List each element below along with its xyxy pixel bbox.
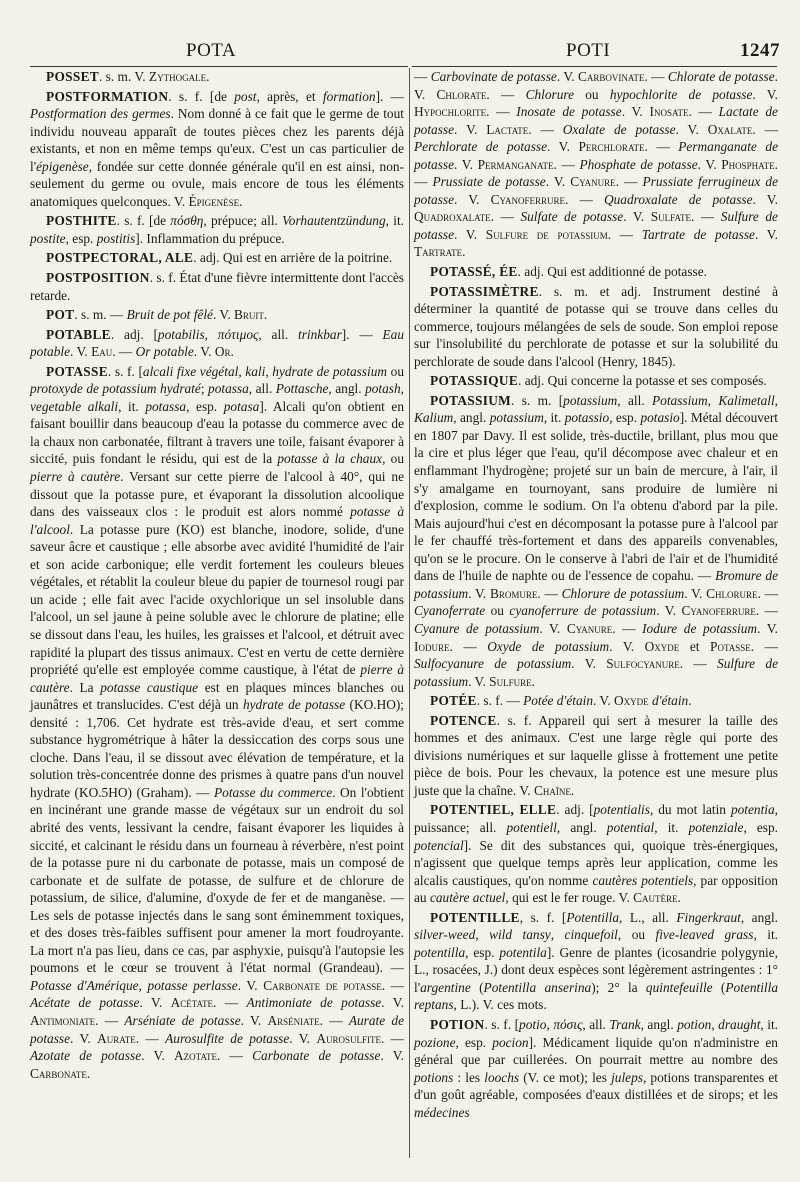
running-head-left: POTA <box>186 40 237 61</box>
entry-body: . s. f. [de post, après, et formation]. — Postformation des germes. Nom donné à ce fait que le germe de tout individu nouveau apparaît de toutes pièces chez les parents déjà existants, et non en même temps qu'eux. C'est un cas particulier de l'épigenèse, fondée sur cette donnée générale qu'il en est ainsi, non-seulement du germe ou ovule, mais encore de tous les éléments anatomiques quelconques. V. Épigenèse. <box>30 88 405 209</box>
dictionary-entry <box>414 372 778 390</box>
dictionary-entry <box>30 212 404 247</box>
entry-body: . adj. Qui est additionné de potasse. <box>517 264 707 280</box>
entry-headword: POTABLE <box>46 326 111 342</box>
dictionary-entry <box>30 249 404 267</box>
entry-headword: POSTHITE <box>46 213 117 229</box>
running-head-right: POTI <box>566 40 611 61</box>
entry-body: , s. f. [Potentilla, L., all. Fingerkraut, angl. silver-weed, wild tansy, cinquefoil, ou five-leaved grass, it. potentilla, esp. potentila]. Genre de plantes (icosandrie polygynie, L., rosacées, J.) dont deux espèces sont légèrement astringentes : 1° l'argentine (Potentilla anserina); 2° la quintefeuille (Potentilla reptans, L.). V. ces mots. <box>414 909 779 1013</box>
dictionary-entry <box>414 283 778 371</box>
entry-body: . s. f. État d'une fièvre intermittente dont l'accès retarde. <box>30 270 404 303</box>
entry-continuation <box>414 68 778 261</box>
dictionary-entry <box>414 909 778 1014</box>
header-rule-right <box>412 66 777 67</box>
dictionary-entry <box>30 269 404 304</box>
entry-headword: POTENTILLE <box>430 909 520 925</box>
dictionary-entry <box>30 88 404 211</box>
entry-headword: POTASSÉ, ÉE <box>430 264 518 280</box>
entry-body: . s. m. V. Zythogale. <box>98 69 210 84</box>
entry-headword: POTENTIEL, ELLE <box>430 802 557 818</box>
entry-body: . s. m. [potassium, all. Potassium, Kalimetall, Kalium, angl. potassium, it. potassio, esp. potasio]. Métal découvert en 1807 par Davy. Il est solide, très-ductile, brillant, plus mou que la cire et plus léger que l'eau, qu'il décompose avec chaleur et en enflammant l'hydrogène; projeté sur un bain de mercure, à l'air, il s'y amalgame en tournoyant, sans produire de lumière ni d'explosion, comme le sodium. On l'a obtenu d'abord par la pile. Mais aujourd'hui c'est en décomposant la potasse pure à l'alcool par le fer chauffé très-fortement et dans des appareils convenables, qu'on se le procure. On le conserve à l'abri de l'air et de l'humidité dans de l'huile de naphte ou de l'essence de copahu. — Bromure de potassium. V. Bromure. — Chlorure de potassium. V. Chlorure. — Cyanoferrate ou cyanoferrure de potassium. V. Cyanoferrure. — Cyanure de potassium. V. Cyanure. — Iodure de potassium. V. Iodure. — Oxyde de potassium. V. Oxyde et Potasse. — Sulfocyanure de potassium. V. Sulfocyanure. — Sulfure de potassium. V. Sulfure. <box>414 392 779 689</box>
entry-body: . s. f. [alcali fixe végétal, kali, hydrate de potassium ou protoxyde de potassium hydraté; potassa, all. Pottasche, angl. potash, vegetable alkali, it. potassa, esp. potasa]. Alcali qu'on obtient en faisant bouillir dans beaucoup d'eau la potasse du commerce avec de la chaux non carbonatée, filtrant à travers une toile, faisant évaporer à siccité, puis fondant le résidu, qui est de la potasse à la chaux, ou pierre à cautère. Versant sur cette pierre de l'alcool à 40°, qui ne dissout que la potasse pure, et évaporant la dissolution alcoolique dans des vaisseaux clos : le produit est alors nommé potasse à l'alcool. La potasse pure (KO) est blanche, inodore, solide, d'une saveur âcre et caustique ; elle absorbe avec avidité l'humidité de l'air et son acide carbonique; elle verdit fortement les couleurs bleues végétales, et rétablit la couleur bleue du papier de tournesol rougi par un acide ; elle fait avec l'acide oxychlorique un sel insoluble dans l'alcool, un sel jaune à peine soluble avec le chlorure de platine; elle se dissout dans l'eau, les huiles, les graisses et l'alcool, et détruit avec rapidité la plupart des tissus animaux. C'est en vertu de cette dernière propriété qu'elle est employée comme caustique, à l'état de pierre à cautère. La potasse caustique est en plaques minces blanches ou jaunâtres et translucides. C'est déjà un hydrate de potasse (KO.HO); densité : 1,706. Cet hydrate est très-avide d'eau, et sert comme substance hygrométrique à hâter la dessiccation des corps sous une cloche. Dans l'eau, il se dissout avec élévation de température, et la solution très-concentrée donne des prismes à quatre pans d'un nouvel hydrate (KO.5HO) (Graham). — Potasse du commerce. On l'obtient en incinérant une grande masse de végétaux sur un endroit du sol abrité des vents, lessivant la cendre, faisant évaporer les liquides à siccité, et calcinant le résidu dans un fourneau à réverbère, n'est point de la potasse pure ni du carbonate de potasse, mais un composé de carbonate et de sulfate de potasse, de sulfure et de chlorure de potassium, de silice, d'alumine, d'oxyde de fer et de manganèse. — Les sels de potasse injectés dans le sang sont éminemment toxiques, et des doses très-faibles suffisent pour amener la mort foudroyante. La mort n'a pas lieu, dans ce cas, par asphyxie, puisqu'à l'autopsie les poumons et le cœur se trouvent à l'état normal (Grandeau). — Potasse d'Amérique, potasse perlasse. V. Carbonate de potasse. — Acétate de potasse. V. Acétate. — Antimoniate de potasse. V. Antimoniate. — Arséniate de potasse. V. Arséniate. — Aurate de potasse. V. Aurate. — Aurosulfite de potasse. V. Aurosulfite. — Azotate de potasse. V. Azotate. — Carbonate de potasse. V. Carbonate. <box>30 363 405 1081</box>
dictionary-entry <box>30 326 404 361</box>
dictionary-entry <box>414 801 778 906</box>
entry-headword: POTASSIQUE <box>430 373 519 389</box>
entry-body: . adj. Qui concerne la potasse et ses composés. <box>518 373 767 389</box>
right-column <box>414 68 778 1123</box>
dictionary-entry <box>414 392 778 690</box>
entry-headword: POTÉE <box>430 693 477 709</box>
entry-body: . s. f. Appareil qui sert à mesurer la taille des hommes et des animaux. C'est une large règle qui porte des divisions numériques et sur laquelle glisse à frottement une petite pièce de bois. Pour les chevaux, la potence est une mesure plus juste que la chaîne. V. Chaîne. <box>414 712 778 798</box>
entry-headword: POTENCE <box>430 712 497 728</box>
left-column <box>30 68 404 1084</box>
entry-headword: POSTFORMATION <box>46 88 169 104</box>
dictionary-entry <box>414 263 778 281</box>
dictionary-entry <box>30 68 404 86</box>
entry-body: . adj. [potabilis, πότιμος, all. trinkbar]. — Eau potable. V. Eau. — Or potable. V. Or. <box>30 326 405 360</box>
entry-body: . s. m. — Bruit de pot fêlé. V. Bruit. <box>74 307 268 323</box>
entry-body: . s. f. [potio, πόσις, all. Trank, angl. potion, draught, it. pozione, esp. pocion]. Médicament liquide qu'on n'administre en général que par cuillerées. On pourrait mettre au nombre des potions : les loochs (V. ce mot); les juleps, potions transparentes et d'un goût agréable, composées d'eaux distillées et de sirops; et les médecines <box>414 1016 779 1120</box>
entry-body: . s. m. et adj. Instrument destiné à déterminer la quantité de potasse qui se trouve dans celles du commerce, toujours mélangées de sels de soude. Son emploi repose sur l'insolubilité du perchlorate de potasse et sur la solubilité du perchlorate de soude dans l'alcool (Henry, 1845). <box>414 283 778 369</box>
entry-headword: POTASSIUM <box>430 392 512 408</box>
entry-headword: POSSET <box>46 69 99 84</box>
entry-body: . s. f. — Potée d'étain. V. Oxyde d'étain. <box>476 693 692 709</box>
dictionary-entry <box>414 1016 778 1121</box>
entry-headword: POSTPOSITION <box>46 270 150 286</box>
dictionary-entry <box>30 306 404 324</box>
entry-body: . adj. Qui est en arrière de la poitrine. <box>193 250 393 266</box>
entry-headword: POTASSE <box>46 363 108 379</box>
entry-body: . s. f. [de πόσθη, prépuce; all. Vorhautentzündung, it. postite, esp. postitis]. Inflammation du prépuce. <box>30 213 404 246</box>
dictionary-entry <box>414 692 778 710</box>
entry-headword: POT <box>46 307 75 323</box>
page-number: 1247 <box>740 40 780 61</box>
header-rule-left <box>30 66 408 67</box>
column-divider <box>409 68 410 1158</box>
entry-body: — Carbovinate de potasse. V. Carbovinate. — Chlorate de potasse. V. Chlorate. — Chlorure ou hypochlorite de potasse. V. Hypochlorite. — Inosate de potasse. V. Inosate. — Lactate de potasse. V. Lactate. — Oxalate de potasse. V. Oxalate. — Perchlorate de potasse. V. Perchlorate. — Permanganate de potasse. V. Permanganate. — Phosphate de potasse. V. Phosphate. — Prussiate de potasse. V. Cyanure. — Prussiate ferrugineux de potasse. V. Cyanoferrure. — Quadroxalate de potasse. V. Quadroxalate. — Sulfate de potasse. V. Sulfate. — Sulfure de potasse. V. Sulfure de potassium. — Tartrate de potasse. V. Tartrate. <box>414 69 779 260</box>
dictionary-entry <box>414 712 778 800</box>
dictionary-entry <box>30 363 404 1082</box>
entry-headword: POTION <box>430 1016 485 1032</box>
entry-body: . adj. [potentialis, du mot latin potentia, puissance; all. potentiell, angl. potential, it. potenziale, esp. potencial]. Se dit des substances qui, quoique très-énergiques, n'agissent que quelque temps après leur application, comme les alcalis caustiques, qu'on nomme cautères potentiels, par opposition au cautère actuel, qui est le fer rouge. V. Cautère. <box>414 802 779 906</box>
entry-headword: POTASSIMÈTRE <box>430 283 539 299</box>
entry-headword: POSTPECTORAL, ALE <box>46 250 194 266</box>
